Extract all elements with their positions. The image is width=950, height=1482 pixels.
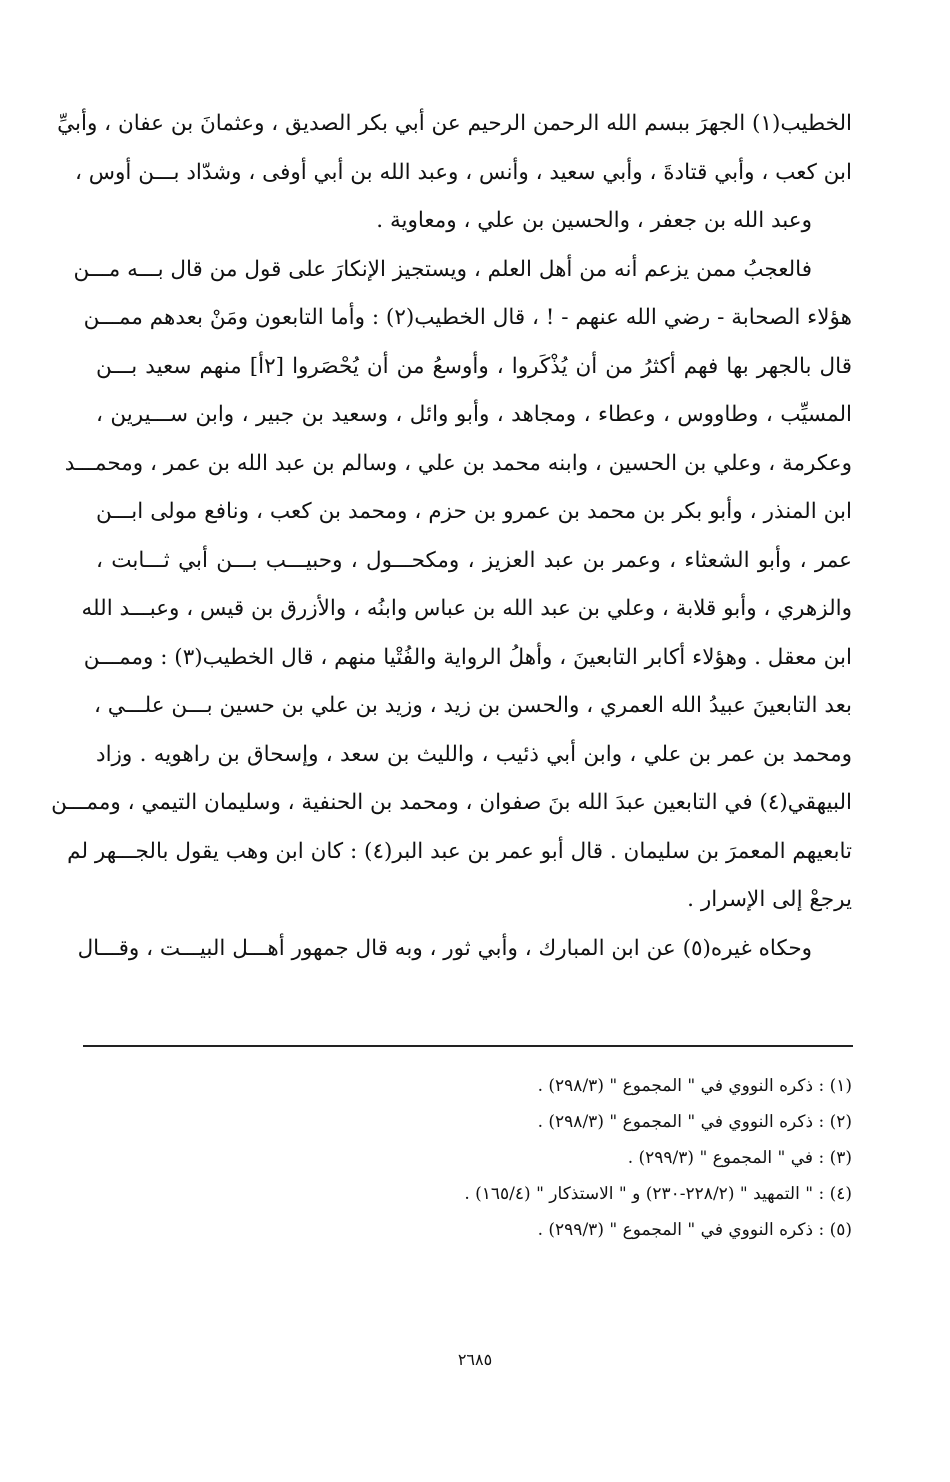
footnote: (١) : ذكره النووي في " المجموع " (٢٩٨/٣) . [537, 1076, 852, 1096]
text-line: وحكاه غيره(٥) عن ابن المبارك ، وأبي ثور ، وبه قال جمهور أهـــل البيـــت ، وقـــال [77, 935, 812, 961]
text-line: يرجعْ إلى الإسرار . [687, 887, 852, 912]
text-line: ومحمد بن عمر بن علي ، وابن أبي ذئيب ، والليث بن سعد ، وإسحاق بن راهويه . وزاد [96, 741, 852, 767]
text-line: الخطيب(١) الجهرَ ببسم الله الرحمن الرحيم عن أبي بكر الصديق ، وعثمانَ بن عفان ، وأبيِّ [57, 111, 852, 136]
text-line: بعد التابعينَ عبيدُ الله العمري ، والحسن بن زيد ، وزيد بن علي بن حسين بـــن علـــي ، [94, 693, 852, 718]
footnote: (٢) : ذكره النووي في " المجموع " (٢٩٨/٣) . [537, 1112, 852, 1132]
text-line: المسيِّب ، وطاووس ، وعطاء ، ومجاهد ، وأبو وائل ، وسعيد بن جبير ، وابن ســـيرين ، [96, 402, 852, 427]
text-line: عمر ، وأبو الشعثاء ، وعمر بن عبد العزيز ، ومكحـــول ، وحبيـــب بـــن أبي ثـــابت ، [96, 547, 852, 573]
text-line: البيهقي(٤) في التابعين عبدَ الله بنَ صفوان ، ومحمد بن الحنفية ، وسليمان التيمي ، وممـــن [51, 790, 852, 815]
footnote: (٣) : في " المجموع " (٢٩٩/٣) . [627, 1148, 852, 1168]
main-text-block [51, 100, 853, 973]
text-line: ابن معقل . وهؤلاء أكابر التابعينَ ، وأهلُ الرواية والفُتْيا منهم ، قال الخطيب(٣) : وممـــن [83, 644, 852, 670]
text-line: والزهري ، وأبو قلابة ، وعلي بن عبد الله بن عباس وابنُه ، والأزرق بن قيس ، وعبـــد الله [81, 596, 852, 621]
footnote-divider [83, 1045, 853, 1047]
text-line: ابن المنذر ، وأبو بكر بن محمد بن عمرو بن حزم ، ومحمد بن كعب ، ونافع مولى ابـــن [96, 499, 852, 524]
text-line: فالعجبُ ممن يزعم أنه من أهل العلم ، ويستجيز الإنكارَ على قول من قال بـــه مـــن [73, 256, 812, 282]
footnote: (٤) : " التمهيد " (٢٢٨/٢-٢٣٠) و " الاستذكار " (١٦٥/٤) . [464, 1184, 852, 1204]
text-line: تابعيهم المعمرَ بن سليمان . قال أبو عمر بن عبد البر(٤) : كان ابن وهب يقول بالجـــهر لم [67, 838, 852, 864]
text-line: وعبد الله بن جعفر ، والحسين بن علي ، ومعاوية . [376, 208, 812, 233]
page-number: ٢٦٨٥ [457, 1350, 493, 1369]
text-line: قال بالجهر بها فهم أكثرُ من أن يُذْكَروا ، وأوسعُ من أن يُحْصَروا [٢أ] منهم سعيد بـــن [96, 353, 853, 379]
text-line: ابن كعب ، وأبي قتادةَ ، وأبي سعيد ، وأنس ، وعبد الله بن أبي أوفى ، وشدّاد بـــن أوس ، [75, 159, 852, 185]
text-line: وعكرمة ، وعلي بن الحسين ، وابنه محمد بن علي ، وسالم بن عبد الله بن عمر ، ومحمـــد [64, 450, 852, 476]
footnotes-block [96, 1068, 852, 1248]
footnote: (٥) : ذكره النووي في " المجموع " (٢٩٩/٣) . [537, 1220, 852, 1240]
text-line: هؤلاء الصحابة - رضي الله عنهم - ! ، قال الخطيب(٢) : وأما التابعون ومَنْ بعدهم ممـــن [83, 305, 852, 330]
